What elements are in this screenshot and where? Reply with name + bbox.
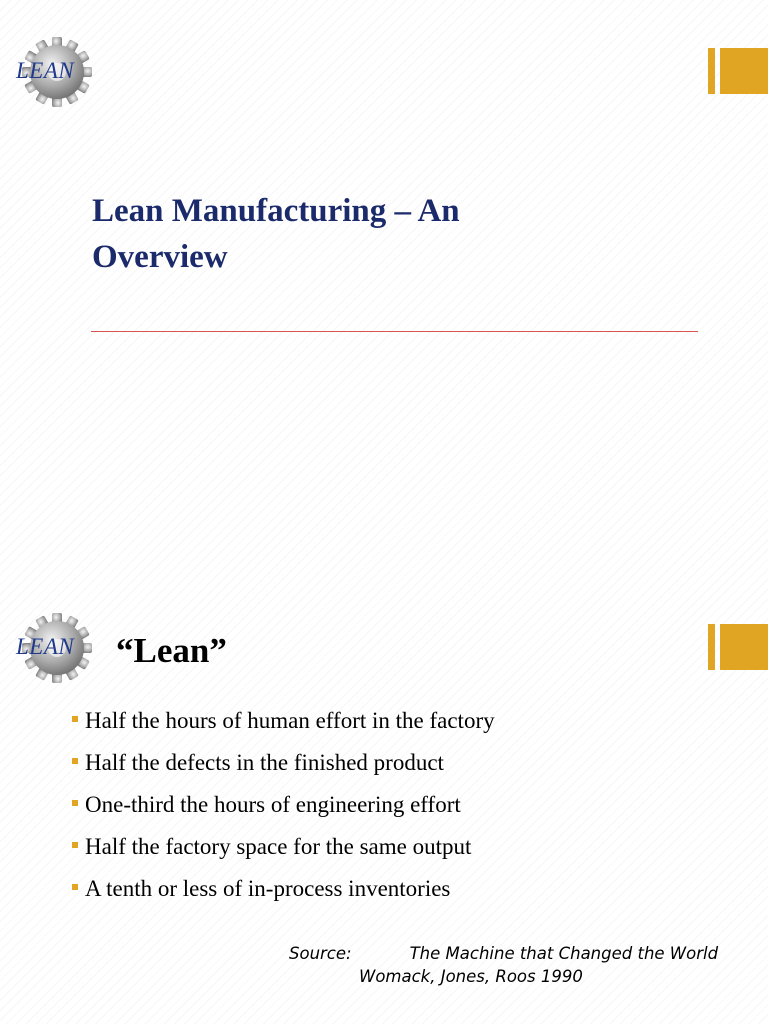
bullet-square-icon	[72, 800, 78, 806]
accent-bar-thick	[720, 48, 768, 94]
bullet-square-icon	[72, 884, 78, 890]
bullet-square-icon	[72, 842, 78, 848]
source-authors: Womack, Jones, Roos 1990	[359, 967, 583, 986]
bullet-list	[70, 708, 495, 918]
list-item-text: Half the hours of human effort in the factory	[85, 708, 495, 733]
lean-logo	[12, 36, 102, 108]
logo-text: LEAN	[16, 634, 75, 659]
corner-accent-bars	[708, 624, 768, 670]
source-book-title: The Machine that Changed the World	[409, 944, 719, 963]
slide-lean	[0, 576, 768, 1024]
logo-text: LEAN	[16, 58, 75, 83]
corner-accent-bars	[708, 48, 768, 94]
list-item	[70, 876, 495, 918]
bullet-square-icon	[72, 716, 78, 722]
accent-bar-thin	[708, 48, 715, 94]
accent-bar-thick	[720, 624, 768, 670]
list-item-text: Half the defects in the finished product	[85, 750, 444, 775]
lean-logo	[12, 612, 102, 684]
list-item-text: Half the factory space for the same output	[85, 834, 472, 859]
title-line-1: Lean Manufacturing – An	[92, 193, 460, 229]
source-label: Source:	[289, 944, 352, 963]
list-item	[70, 792, 495, 834]
list-item	[70, 708, 495, 750]
accent-bar-thin	[708, 624, 715, 670]
list-item-text: One-third the hours of engineering effort	[85, 792, 461, 817]
bullet-square-icon	[72, 758, 78, 764]
list-item-text: A tenth or less of in-process inventories	[85, 876, 451, 901]
list-item	[70, 834, 495, 876]
source-citation	[289, 942, 749, 988]
slide-title-heading	[92, 188, 612, 280]
title-underline-rule	[91, 331, 698, 332]
slide-heading: “Lean”	[116, 631, 227, 670]
list-item	[70, 750, 495, 792]
title-line-2: Overview	[92, 239, 228, 275]
